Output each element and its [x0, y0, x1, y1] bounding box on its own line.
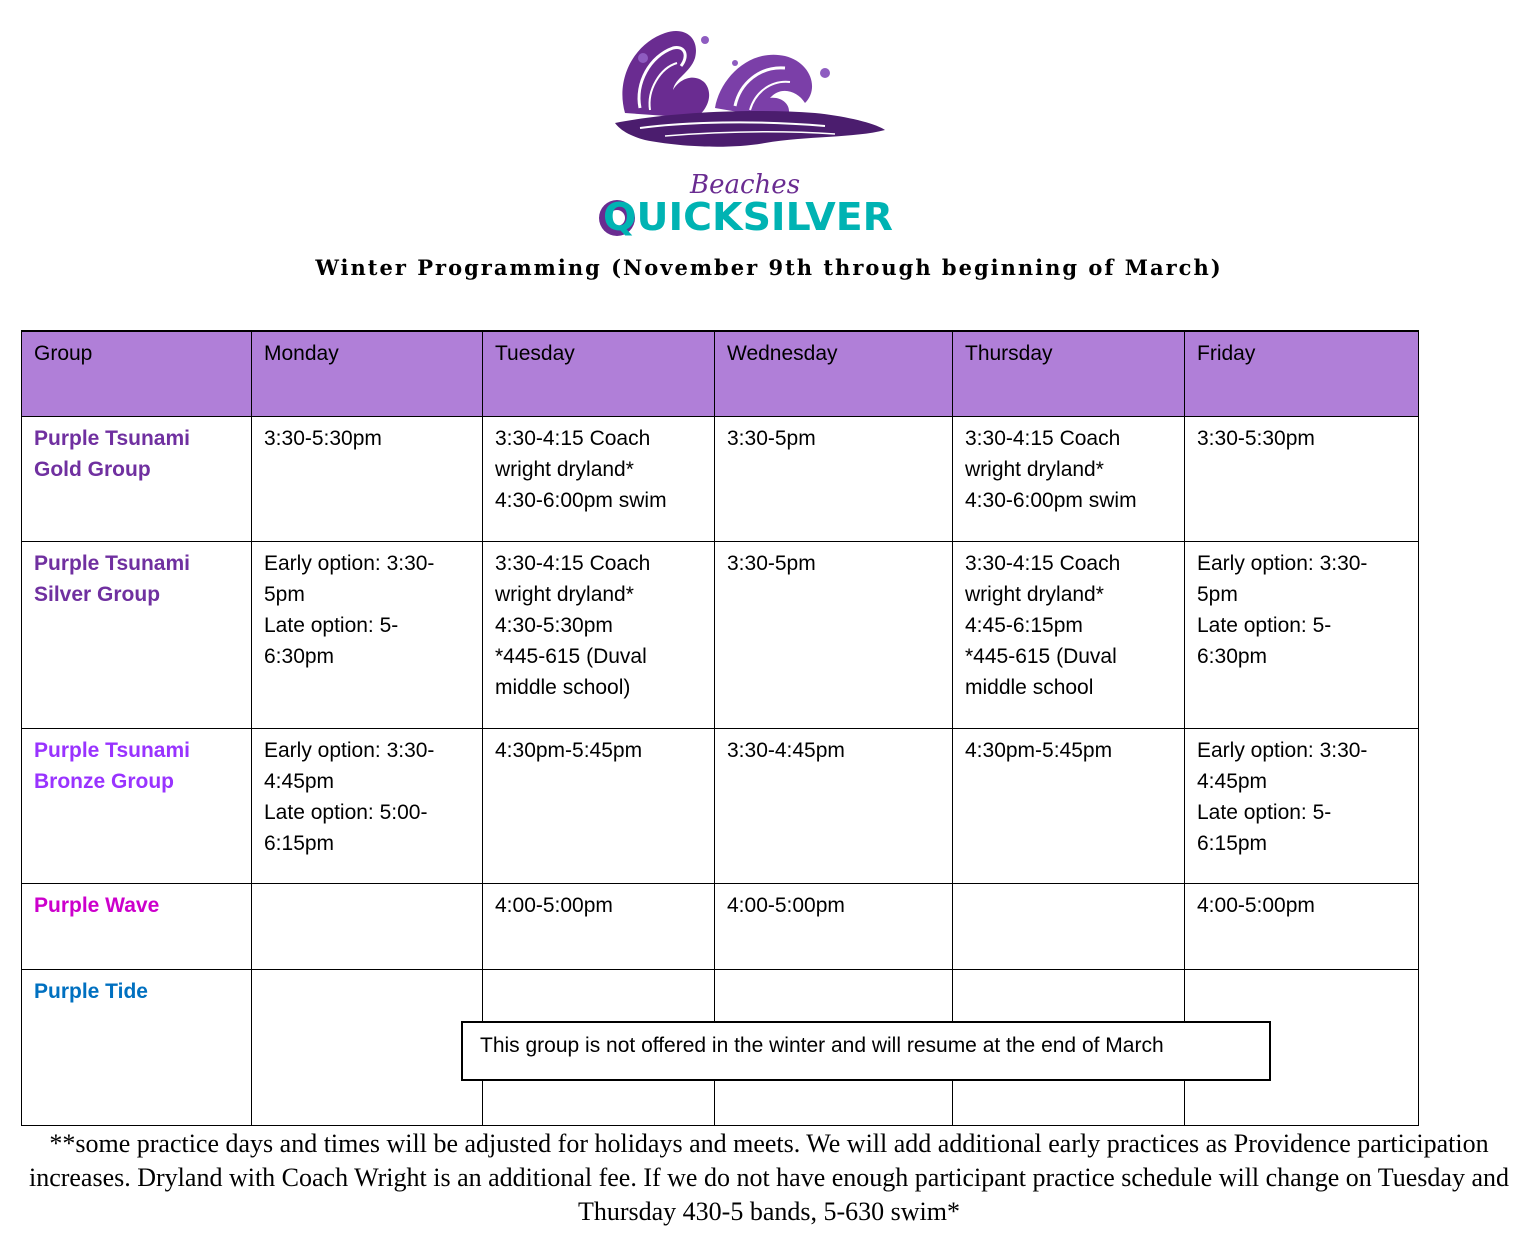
- schedule-cell: Early option: 3:30- 5pm Late option: 5- 6:30pm: [252, 542, 483, 729]
- schedule-cell: 4:30pm-5:45pm: [483, 729, 715, 884]
- schedule-cell: 3:30-4:15 Coach wright dryland* 4:30-6:00pm swim: [953, 417, 1185, 542]
- schedule-cell: Early option: 3:30- 5pm Late option: 5- 6:30pm: [1185, 542, 1419, 729]
- group-name: Purple Tide: [22, 970, 252, 1126]
- table-row: [22, 729, 1419, 884]
- header-tuesday: Tuesday: [483, 331, 715, 417]
- header-friday: Friday: [1185, 331, 1419, 417]
- schedule-table: [21, 330, 1419, 1126]
- header-wednesday: Wednesday: [715, 331, 953, 417]
- table-header-row: [22, 331, 1419, 417]
- quicksilver-logo: [585, 18, 905, 250]
- header-monday: Monday: [252, 331, 483, 417]
- page-title: Winter Programming (November 9th through beginning of March): [315, 255, 1223, 280]
- schedule-cell: 3:30-5pm: [715, 417, 953, 542]
- schedule-cell: [252, 884, 483, 970]
- schedule-cell: 4:00-5:00pm: [1185, 884, 1419, 970]
- schedule-cell: 4:30pm-5:45pm: [953, 729, 1185, 884]
- schedule-cell: 4:00-5:00pm: [483, 884, 715, 970]
- group-name: Purple Wave: [22, 884, 252, 970]
- table-row: [22, 884, 1419, 970]
- schedule-cell: 3:30-4:15 Coach wright dryland* 4:30-6:00pm swim: [483, 417, 715, 542]
- table-row: [22, 542, 1419, 729]
- header-thursday: Thursday: [953, 331, 1185, 417]
- winter-notice-box: This group is not offered in the winter and will resume at the end of March: [461, 1021, 1271, 1081]
- schedule-cell: [252, 970, 483, 1126]
- logo-brand-text: QUICKSILVER: [603, 195, 893, 239]
- logo-script-text: Beaches: [690, 170, 801, 200]
- schedule-cell: 3:30-4:45pm: [715, 729, 953, 884]
- schedule-cell: 3:30-5:30pm: [1185, 417, 1419, 542]
- group-name: Purple Tsunami Gold Group: [22, 417, 252, 542]
- schedule-cell: Early option: 3:30- 4:45pm Late option: 5- 6:15pm: [1185, 729, 1419, 884]
- schedule-cell: 4:00-5:00pm: [715, 884, 953, 970]
- wave-graphic: [615, 31, 885, 147]
- group-name: Purple Tsunami Bronze Group: [22, 729, 252, 884]
- schedule-cell: 3:30-5pm: [715, 542, 953, 729]
- schedule-cell: 3:30-4:15 Coach wright dryland* 4:45-6:15pm *445-615 (Duval middle school: [953, 542, 1185, 729]
- schedule-cell: 3:30-5:30pm: [252, 417, 483, 542]
- schedule-cell: Early option: 3:30- 4:45pm Late option: 5:00- 6:15pm: [252, 729, 483, 884]
- footnote: **some practice days and times will be adjusted for holidays and meets. We will add additional early practices as Providence participation increases. Dryland with Coach Wright is an additional fee. If we do not have enough participant practice schedule will change on Tuesday and Thursday 430-5 bands, 5-630 swim*: [28, 1129, 1510, 1226]
- group-name: Purple Tsunami Silver Group: [22, 542, 252, 729]
- schedule-cell: [953, 884, 1185, 970]
- table-row: [22, 417, 1419, 542]
- schedule-cell: 3:30-4:15 Coach wright dryland* 4:30-5:30pm *445-615 (Duval middle school): [483, 542, 715, 729]
- header-group: Group: [22, 331, 252, 417]
